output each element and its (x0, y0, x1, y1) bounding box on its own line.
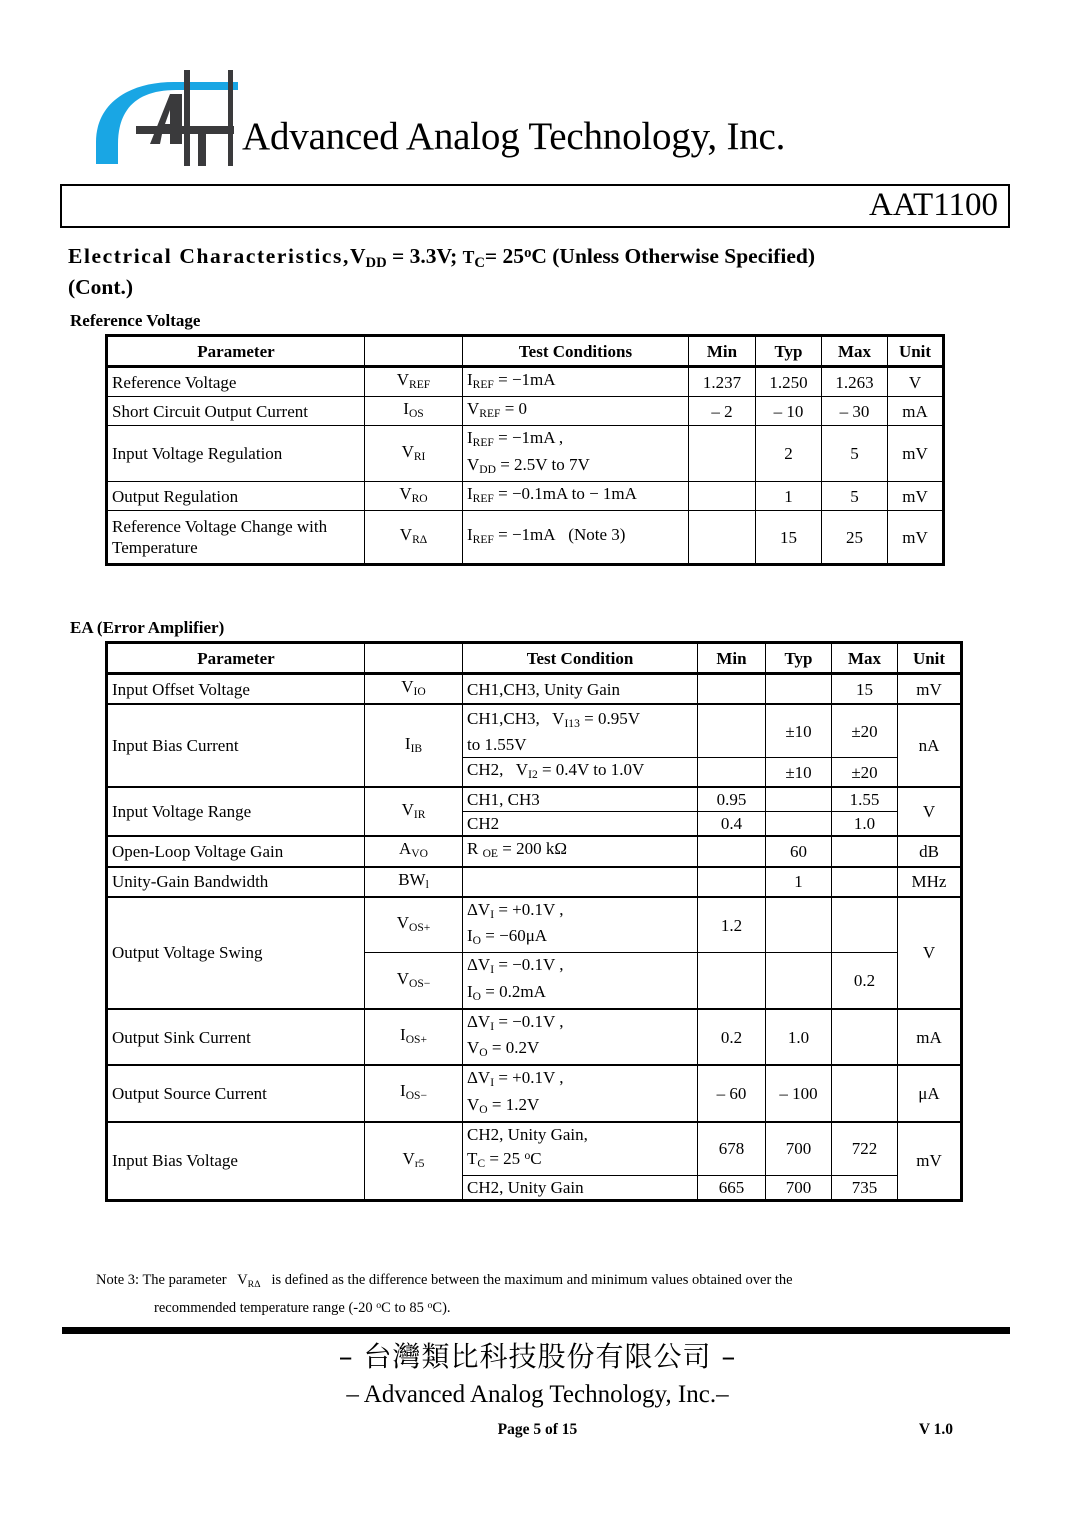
col-typ: Typ (756, 336, 822, 367)
cell-min: 678 (698, 1122, 766, 1176)
cell-typ (766, 787, 832, 812)
table-row (107, 397, 944, 426)
cell-test-conditions: $I_{REF} = -1mA$ (463, 367, 689, 397)
cell-test-conditions: $V_{REF} = 0$ (463, 397, 689, 426)
col-typ: Typ (766, 643, 832, 674)
cell-min: 0.95 (698, 787, 766, 812)
cell-parameter: Unity-Gain Bandwidth (107, 867, 365, 897)
cell-min: 1.2 (698, 897, 766, 953)
brand-header (88, 68, 785, 168)
table-row (107, 481, 944, 510)
col-parameter: Parameter (107, 336, 365, 367)
footer-rule (62, 1327, 1010, 1334)
cell-symbol: $V_{RO}$ (365, 481, 463, 510)
cell-symbol: $I_{IB}$ (365, 704, 463, 787)
cell-symbol: $V_{r5}$ (365, 1122, 463, 1201)
aat-arc-logo-icon (88, 68, 248, 168)
cell-unit: mA (888, 397, 944, 426)
col-max: Max (832, 643, 898, 674)
cell-unit: mA (898, 1009, 962, 1065)
cell-min (698, 953, 766, 1009)
cell-parameter: Output Sink Current (107, 1009, 365, 1065)
cell-max: 722 (832, 1122, 898, 1176)
cell-min: – 60 (698, 1065, 766, 1121)
heading-degree: o (524, 245, 532, 261)
table-row (107, 867, 962, 897)
cell-typ: 15 (756, 511, 822, 565)
cell-typ (766, 812, 832, 837)
cell-unit: V (898, 787, 962, 836)
cell-test-condition: R $_{OE}$ = 200 kΩ (463, 836, 698, 866)
cell-test-condition: CH2, $V_{I2} = 0.4V$ to 1.0V (463, 758, 698, 788)
cell-max: 0.2 (832, 953, 898, 1009)
heading-tail: C (Unless Otherwise Specified) (531, 244, 816, 269)
note-line-1: Note 3: The parameter $V_{R\Delta}$ is defined as the difference between the maximum and minimum values obtained over the (96, 1272, 793, 1290)
cell-unit: μA (898, 1065, 962, 1121)
col-max: Max (822, 336, 888, 367)
col-test-conditions: Test Conditions (463, 336, 689, 367)
col-test-condition: Test Condition (463, 643, 698, 674)
error-amplifier-table (105, 641, 963, 1202)
col-symbol (365, 336, 463, 367)
col-parameter: Parameter (107, 643, 365, 674)
cell-parameter: Reference Voltage Change with Temperature (107, 511, 365, 565)
cell-min: 0.2 (698, 1009, 766, 1065)
cell-max: – 30 (822, 397, 888, 426)
heading-cont: (Cont.) (68, 275, 134, 299)
table-row (107, 1065, 962, 1121)
table-row (107, 426, 944, 481)
cell-max: 5 (822, 481, 888, 510)
footer-version: V 1.0 (918, 1421, 953, 1438)
cell-typ (766, 897, 832, 953)
cell-parameter: Output Voltage Swing (107, 897, 365, 1009)
cell-max (832, 867, 898, 897)
cell-parameter: Output Regulation (107, 481, 365, 510)
cell-unit: V (898, 897, 962, 1009)
cell-unit: mV (888, 426, 944, 481)
table-header-row (107, 643, 962, 674)
cell-max: 5 (822, 426, 888, 481)
col-min: Min (689, 336, 756, 367)
cell-parameter: Input Bias Voltage (107, 1122, 365, 1201)
cell-typ (766, 674, 832, 705)
company-name: Advanced Analog Technology, Inc. (242, 115, 786, 158)
note-3 (96, 1270, 986, 1319)
table-row (107, 674, 962, 705)
cell-typ (766, 953, 832, 1009)
cell-parameter: Output Source Current (107, 1065, 365, 1121)
cell-min (689, 481, 756, 510)
cell-max (832, 836, 898, 866)
cell-unit: V (888, 367, 944, 397)
part-number: AAT1100 (869, 186, 998, 223)
cell-symbol: $V_{IO}$ (365, 674, 463, 705)
cell-symbol: $V_{RI}$ (365, 426, 463, 481)
col-unit: Unit (898, 643, 962, 674)
col-min: Min (698, 643, 766, 674)
cell-unit: dB (898, 836, 962, 866)
cell-typ: – 100 (766, 1065, 832, 1121)
electrical-characteristics-heading (68, 238, 998, 279)
heading-vdd: $V_{DD}$ (350, 244, 387, 272)
cell-min (689, 426, 756, 481)
cell-symbol: $I_{OS+}$ (365, 1009, 463, 1065)
cell-max: 15 (832, 674, 898, 705)
cell-test-condition: CH2, Unity Gain, $T_C = 25$ $^o$C (463, 1122, 698, 1176)
cell-symbol: $V_{REF}$ (365, 367, 463, 397)
cell-max: 1.263 (822, 367, 888, 397)
cell-test-condition: CH1,CH3, Unity Gain (463, 674, 698, 705)
cell-parameter: Short Circuit Output Current (107, 397, 365, 426)
cell-max (832, 1009, 898, 1065)
cell-min (698, 704, 766, 758)
heading-tc-value: = 25 (484, 244, 525, 269)
note-line-2: recommended temperature range (-20 $^o$C to 85 $^o$C). (154, 1299, 451, 1316)
part-number-bar (60, 184, 1010, 228)
cell-test-conditions: $I_{REF} = -1mA$ , $V_{DD} = 2.5V$ to 7V (463, 426, 689, 481)
cell-max (832, 897, 898, 953)
footer-company-en: – Advanced Analog Technology, Inc.– (346, 1381, 729, 1408)
cell-max: ±20 (832, 704, 898, 758)
cell-typ: 1.0 (766, 1009, 832, 1065)
cell-max: 25 (822, 511, 888, 565)
cell-test-condition: $\Delta V_I = -0.1V$ , $I_O = 0.2mA$ (463, 953, 698, 1009)
cell-test-condition: $\Delta V_I = -0.1V$ , $V_O = 0.2V$ (463, 1009, 698, 1065)
cell-parameter: Reference Voltage (107, 367, 365, 397)
cell-max: 735 (832, 1175, 898, 1200)
footer-company-cn: – 台灣類比科技股份有限公司 – (338, 1340, 737, 1373)
cell-unit: MHz (898, 867, 962, 897)
cell-test-conditions: $I_{REF} = -0.1mA$ to − 1mA (463, 481, 689, 510)
cell-min (698, 836, 766, 866)
col-unit: Unit (888, 336, 944, 367)
cell-parameter: Input Voltage Regulation (107, 426, 365, 481)
cell-parameter: Open-Loop Voltage Gain (107, 836, 365, 866)
cell-max: ±20 (832, 758, 898, 788)
cell-test-condition: CH1,CH3, $V_{I13} = 0.95V$ to 1.55V (463, 704, 698, 758)
cell-symbol: $I_{OS}$ (365, 397, 463, 426)
section-title-error-amplifier: EA (Error Amplifier) (70, 618, 225, 637)
cell-typ: 1.250 (756, 367, 822, 397)
cell-min: 0.4 (698, 812, 766, 837)
heading-lead: Electrical Characteristics, (68, 244, 350, 269)
cell-typ: 700 (766, 1122, 832, 1176)
cell-min: 1.237 (689, 367, 756, 397)
cell-typ: ±10 (766, 704, 832, 758)
col-symbol (365, 643, 463, 674)
cell-max: 1.0 (832, 812, 898, 837)
cell-test-condition: $\Delta V_I = +0.1V$ , $I_O = -60\mu A$ (463, 897, 698, 953)
cell-symbol: $V_{OS+}$ (365, 897, 463, 953)
cell-typ: 1 (766, 867, 832, 897)
cell-min (698, 674, 766, 705)
cell-max: 1.55 (832, 787, 898, 812)
cell-symbol: $I_{OS-}$ (365, 1065, 463, 1121)
cell-max (832, 1065, 898, 1121)
cell-test-condition: CH2, Unity Gain (463, 1175, 698, 1200)
cell-symbol: $BW_l$ (365, 867, 463, 897)
cell-test-condition: $\Delta V_I = +0.1V$ , $V_O = 1.2V$ (463, 1065, 698, 1121)
heading-vdd-value: = 3.3V; (392, 244, 458, 269)
cell-unit: nA (898, 704, 962, 787)
table-header-row (107, 336, 944, 367)
table-row (107, 836, 962, 866)
cell-parameter: Input Bias Current (107, 704, 365, 787)
cell-typ: 2 (756, 426, 822, 481)
table-row (107, 511, 944, 565)
table-row (107, 1122, 962, 1176)
cell-unit: mV (888, 511, 944, 565)
cell-test-conditions: $I_{REF} = -1mA$ (Note 3) (463, 511, 689, 565)
cell-symbol: $V_{IR}$ (365, 787, 463, 836)
cell-test-condition: CH1, CH3 (463, 787, 698, 812)
table-row (107, 897, 962, 953)
cell-test-condition: CH2 (463, 812, 698, 837)
table-row (107, 704, 962, 758)
cell-min (698, 867, 766, 897)
cell-min: – 2 (689, 397, 756, 426)
cell-typ: – 10 (756, 397, 822, 426)
reference-voltage-table (105, 334, 945, 566)
cell-typ: 1 (756, 481, 822, 510)
section-title-reference-voltage: Reference Voltage (70, 311, 201, 330)
cell-symbol: $A_{VO}$ (365, 836, 463, 866)
cell-unit: mV (898, 1122, 962, 1201)
footer-page-number: Page 5 of 15 (497, 1421, 578, 1438)
cell-min (689, 511, 756, 565)
cell-parameter: Input Voltage Range (107, 787, 365, 836)
heading-tc: $T_C$ (462, 247, 485, 272)
cell-unit: mV (898, 674, 962, 705)
table-row (107, 367, 944, 397)
cell-typ: 60 (766, 836, 832, 866)
cell-unit: mV (888, 481, 944, 510)
cell-min: 665 (698, 1175, 766, 1200)
cell-test-condition (463, 867, 698, 897)
cell-symbol: $V_{OS-}$ (365, 953, 463, 1009)
table-row (107, 787, 962, 812)
cell-typ: 700 (766, 1175, 832, 1200)
cell-parameter: Input Offset Voltage (107, 674, 365, 705)
cell-min (698, 758, 766, 788)
cell-symbol: $V_{R\Delta}$ (365, 511, 463, 565)
cell-typ: ±10 (766, 758, 832, 788)
table-row (107, 1009, 962, 1065)
